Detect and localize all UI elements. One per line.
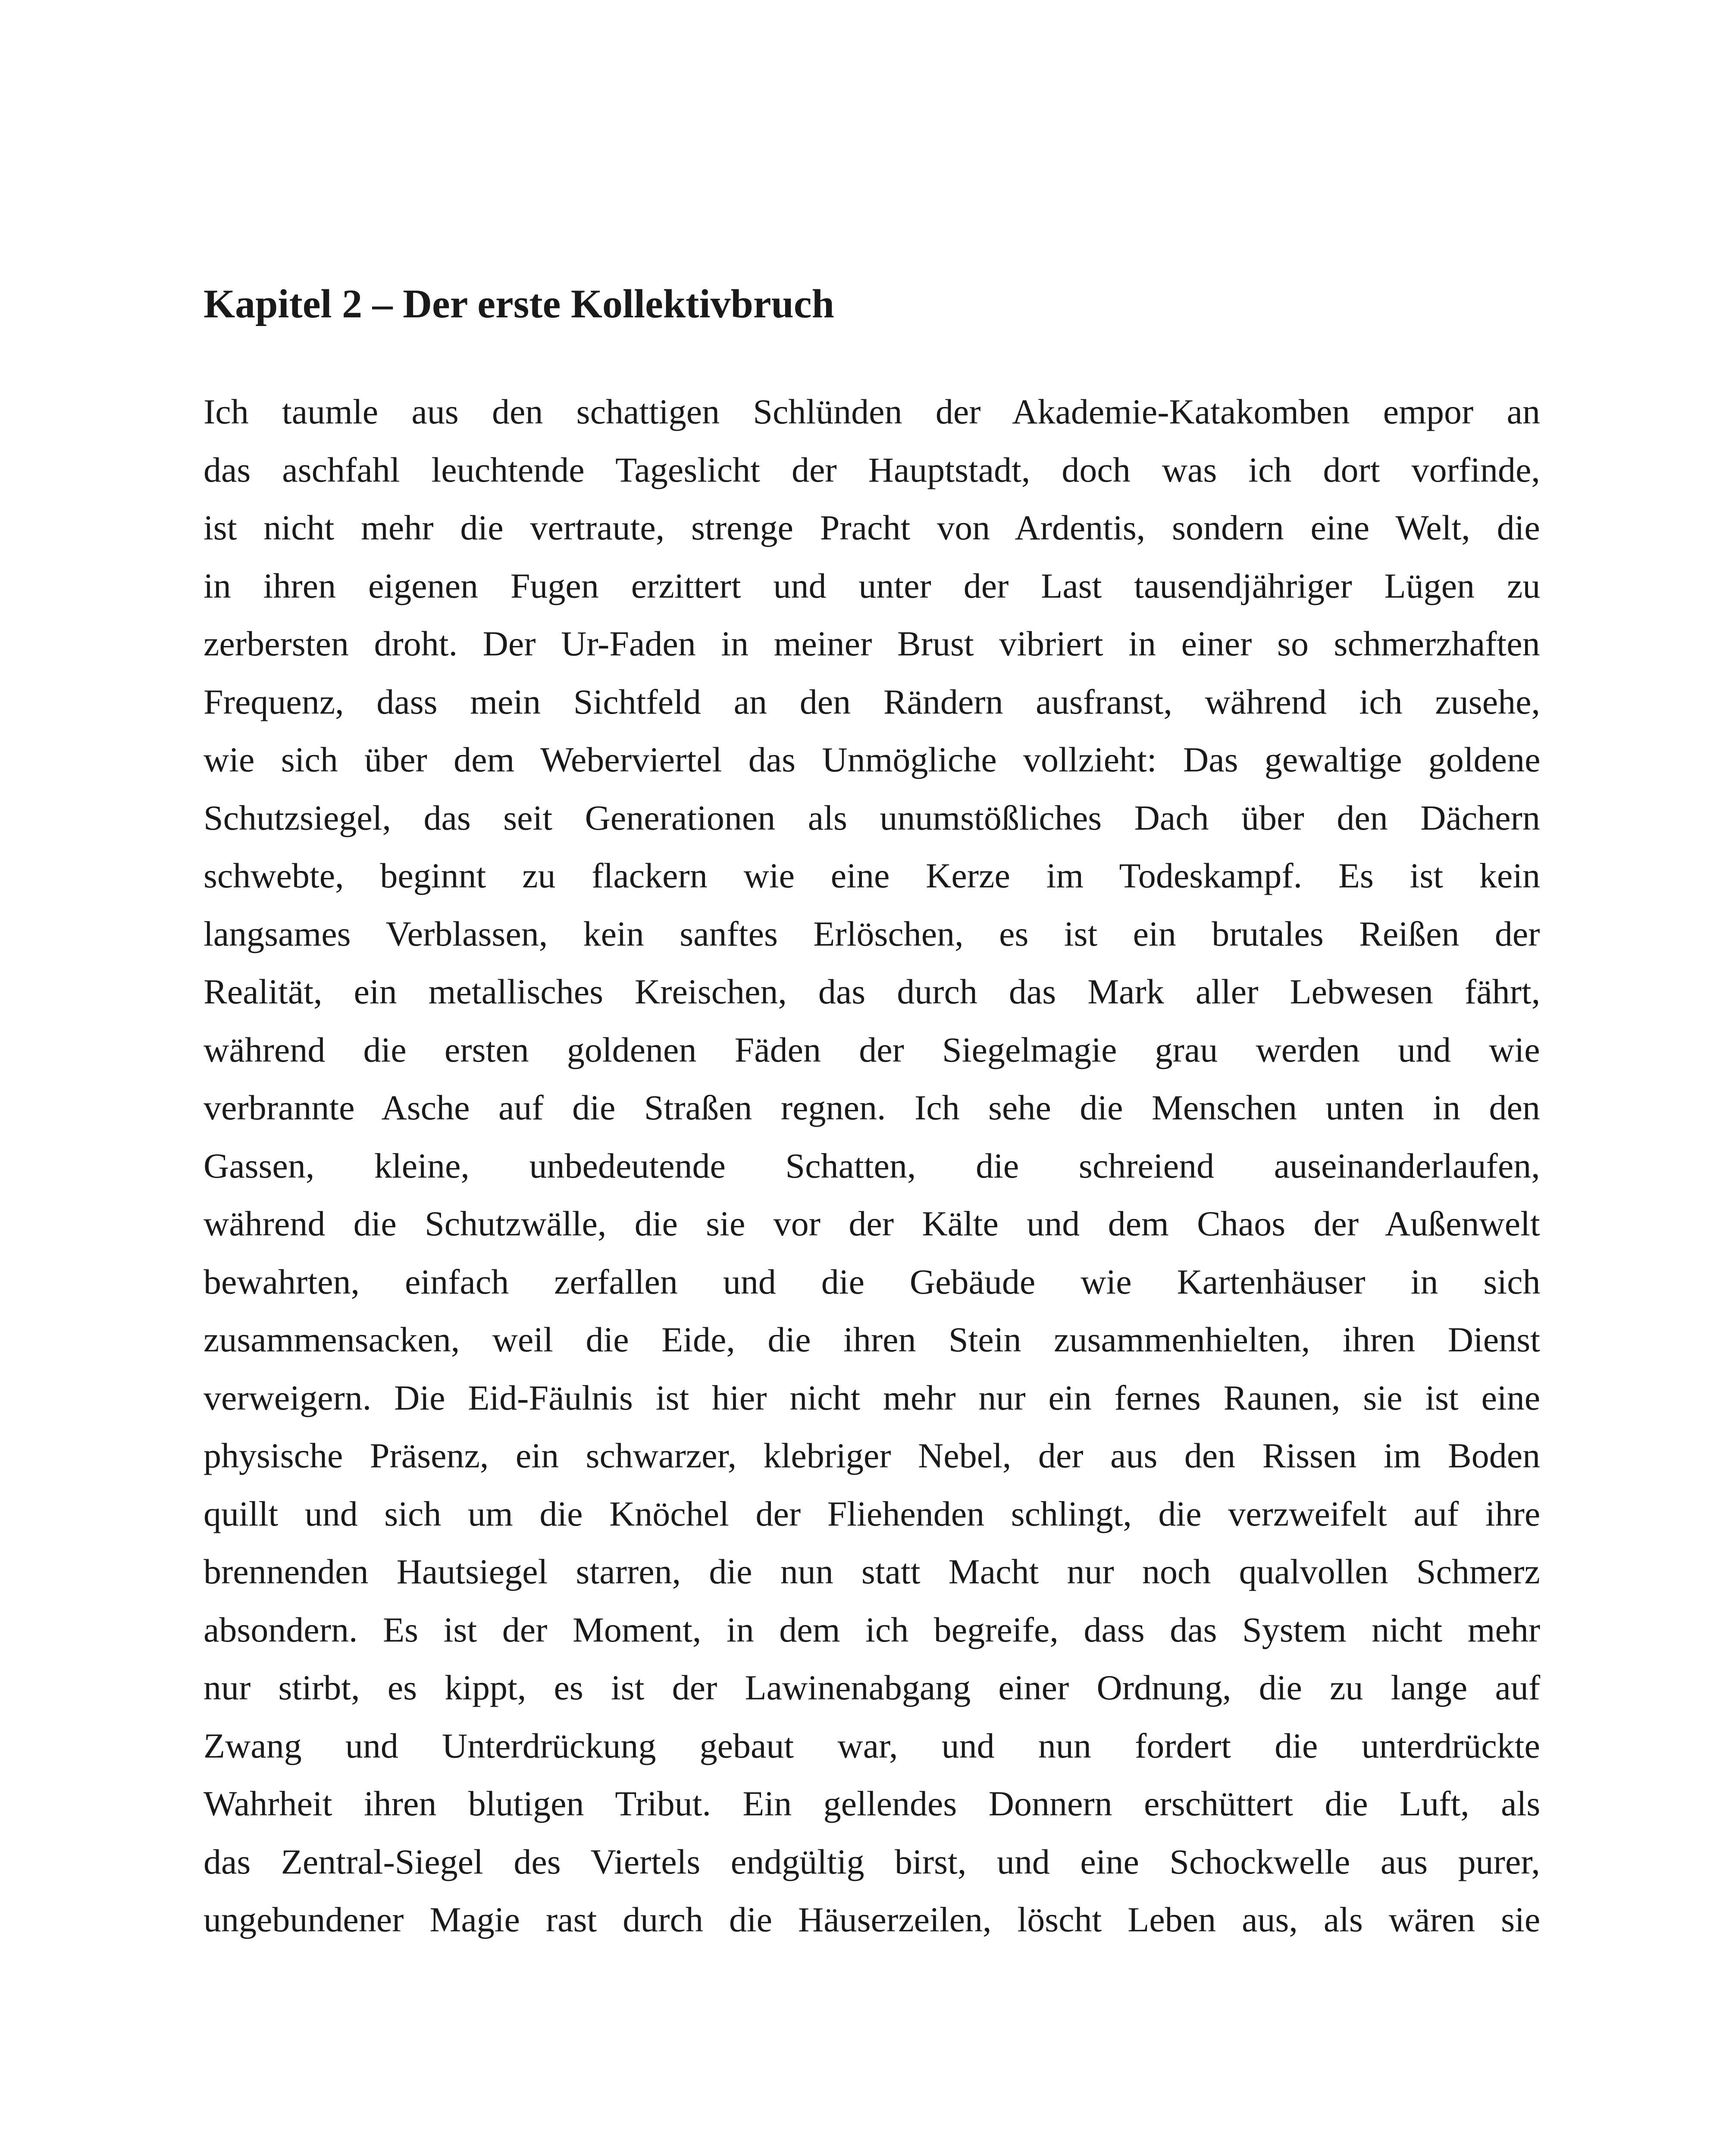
text-line: brennenden Hautsiegel starren, die nun statt Macht nur noch qualvollen Schmerz [204,1552,1540,1591]
text-line: Zwang und Unterdrückung gebaut war, und nun fordert die unterdrückte [204,1726,1540,1765]
text-line: das Zentral-Siegel des Viertels endgültig birst, und eine Schockwelle aus purer, [204,1842,1540,1881]
text-line: ungebundener Magie rast durch die Häuserzeilen, löscht Leben aus, als wären sie [204,1900,1541,1939]
text-line: verweigern. Die Eid-Fäulnis ist hier nicht mehr nur ein fernes Raunen, sie ist eine [204,1378,1541,1417]
text-line: schwebte, beginnt zu flackern wie eine Kerze im Todeskampf. Es ist kein [204,856,1541,895]
text-line: Schutzsiegel, das seit Generationen als unumstößliches Dach über den Dächern [204,798,1540,837]
text-line: während die ersten goldenen Fäden der Siegelmagie grau werden und wie [204,1030,1540,1069]
text-line: in ihren eigenen Fugen erzittert und unter der Last tausendjähriger Lügen zu [204,566,1541,605]
text-line: Frequenz, dass mein Sichtfeld an den Rändern ausfranst, während ich zusehe, [204,682,1541,721]
text-line: verbrannte Asche auf die Straßen regnen. Ich sehe die Menschen unten in den [204,1088,1540,1127]
text-line: das aschfahl leuchtende Tageslicht der Hauptstadt, doch was ich dort vorfinde, [204,450,1540,489]
text-line: bewahrten, einfach zerfallen und die Gebäude wie Kartenhäuser in sich [204,1262,1541,1301]
text-line: ist nicht mehr die vertraute, strenge Pracht von Ardentis, sondern eine Welt, die [204,508,1540,547]
text-line: langsames Verblassen, kein sanftes Erlöschen, es ist ein brutales Reißen der [204,914,1540,953]
chapter-title: Kapitel 2 – Der erste Kollektivbruch [204,282,834,326]
text-line: physische Präsenz, ein schwarzer, klebriger Nebel, der aus den Rissen im Boden [204,1436,1541,1475]
text-line: zusammensacken, weil die Eide, die ihren Stein zusammenhielten, ihren Dienst [204,1320,1540,1359]
text-line: Wahrheit ihren blutigen Tribut. Ein gellendes Donnern erschüttert die Luft, als [204,1784,1541,1823]
text-line: während die Schutzwälle, die sie vor der Kälte und dem Chaos der Außenwelt [204,1204,1540,1243]
chapter-body [204,383,1540,1949]
text-line: zerbersten droht. Der Ur-Faden in meiner Brust vibriert in einer so schmerzhaften [204,624,1540,663]
text-line: quillt und sich um die Knöchel der Fliehenden schlingt, die verzweifelt auf ihre [204,1494,1541,1533]
text-line: Ich taumle aus den schattigen Schlünden der Akademie-Katakomben empor an [204,392,1540,431]
text-line: nur stirbt, es kippt, es ist der Lawinenabgang einer Ordnung, die zu lange auf [204,1668,1541,1707]
text-line: Gassen, kleine, unbedeutende Schatten, die schreiend auseinanderlaufen, [204,1146,1540,1185]
text-line: absondern. Es ist der Moment, in dem ich begreife, dass das System nicht mehr [204,1610,1541,1649]
text-line: Realität, ein metallisches Kreischen, das durch das Mark aller Lebwesen fährt, [204,972,1541,1011]
text-line: wie sich über dem Weberviertel das Unmögliche vollzieht: Das gewaltige goldene [204,740,1541,779]
